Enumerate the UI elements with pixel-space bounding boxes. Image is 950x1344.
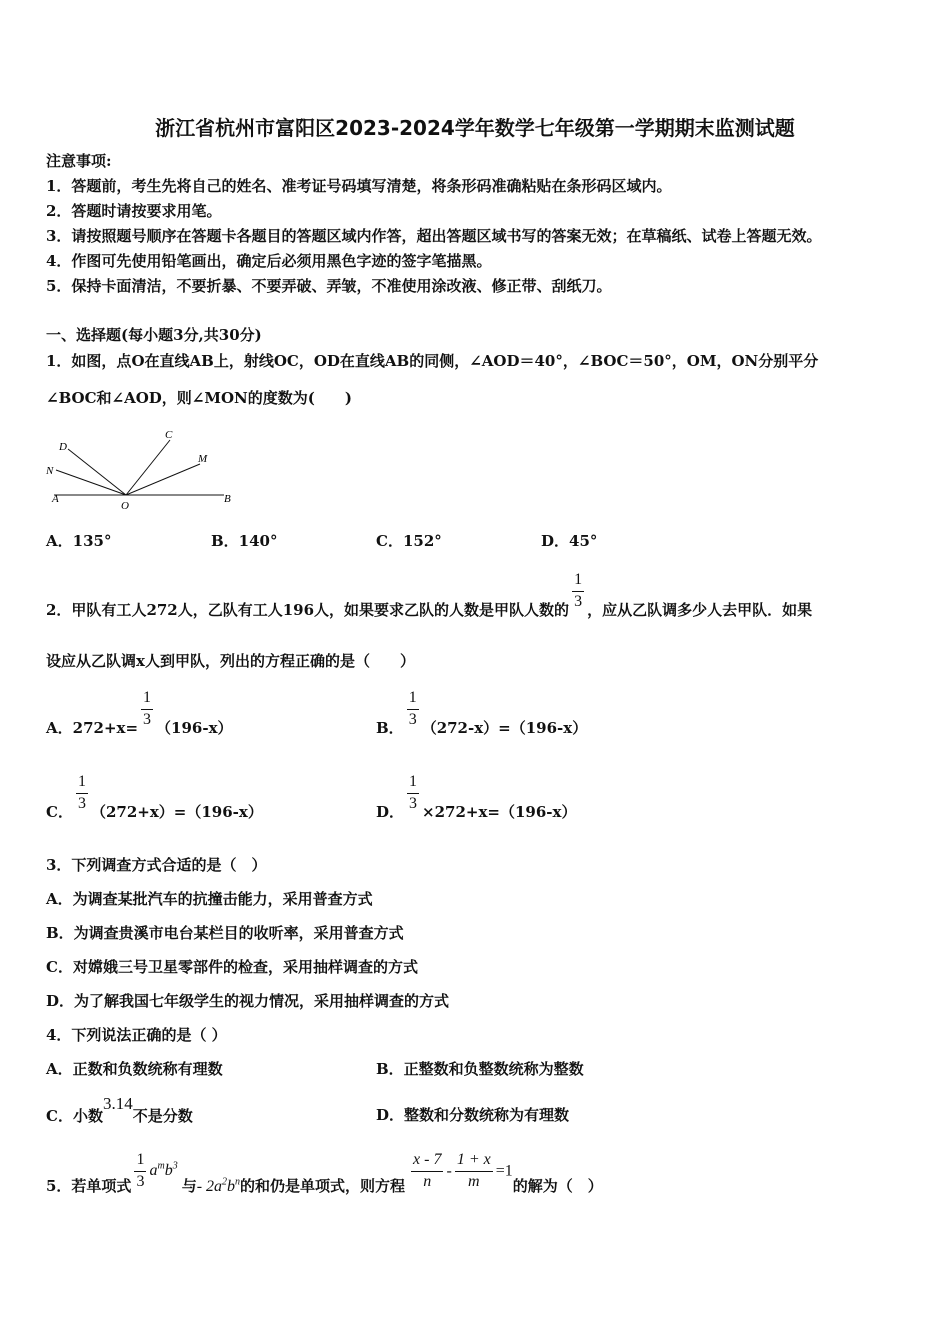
q4-option-a[interactable]: A．正数和负数统称有理数 [46, 1060, 223, 1078]
q5-monomial-1 [149, 1162, 177, 1179]
ray-om [126, 464, 200, 495]
notice-heading: 注意事项: [46, 152, 112, 170]
q2-stem-part1: 2．甲队有工人272人，乙队有工人196人，如果要求乙队的人数是甲队人数的 [46, 601, 570, 620]
q3-option-d[interactable]: D．为了解我国七年级学生的视力情况，采用抽样调查的方式 [46, 992, 450, 1010]
q1-option-d[interactable]: D．45° [541, 532, 598, 550]
q1-stem-line1: 1．如图，点O在直线AB上，射线OC，OD在直线AB的同侧，∠AOD＝40°，∠BOC＝50°，OM，ON分别平分 [46, 352, 819, 370]
q4-option-b[interactable]: B．正整数和负整数统称为整数 [376, 1060, 584, 1078]
q2-option-b[interactable] [376, 689, 588, 738]
q2-option-a-pre: A．272+x= [46, 719, 139, 738]
q2-option-c-pre: C． [46, 803, 73, 822]
q2-fraction-den: 3 [574, 592, 583, 610]
q3-stem: 3．下列调查方式合适的是（ ） [46, 856, 267, 874]
fraction-num: 1 [408, 689, 417, 706]
q1-stem-line2: ∠BOC和∠AOD，则∠MON的度数为( ) [46, 389, 352, 407]
label-a: A [52, 493, 59, 505]
q1-option-a[interactable]: A．135° [46, 532, 112, 550]
q2-stem-line2: 设应从乙队调x人到甲队，列出的方程正确的是（ ） [46, 652, 415, 670]
q4-option-c-number: 3.14 [102, 1094, 133, 1113]
q5-eq-fraction-1 [411, 1152, 443, 1191]
q4-option-d[interactable]: D．整数和分数统称为有理数 [376, 1106, 570, 1124]
var-b2: b [227, 1178, 236, 1196]
notice-item-3: 3．请按照题号顺序在答题卡各题目的答题区域内作答，超出答题区域书写的答案无效；在草稿纸、试卷上答题无效。 [46, 227, 822, 245]
q2-option-c-post: （272+x）=（196-x） [90, 803, 263, 822]
q4-option-c-pre: C．小数 [46, 1107, 103, 1125]
ray-od [68, 449, 126, 495]
exp-2: 2 [222, 1176, 228, 1188]
q4-option-c[interactable] [46, 1094, 193, 1125]
q2-option-d-post: ×272+x=（196-x） [422, 803, 577, 822]
q2-option-b-post: （272-x）=（196-x） [421, 719, 588, 738]
fraction-num: 1 + x [456, 1151, 491, 1168]
q2-option-a-fraction [141, 690, 153, 729]
fraction-num: x - 7 [413, 1151, 442, 1168]
var-a: a [149, 1162, 158, 1180]
fraction-den: 3 [77, 794, 86, 812]
q5-post: 的解为（ ） [512, 1177, 603, 1196]
q5-mid2: 的和仍是单项式，则方程 [240, 1177, 406, 1196]
notice-item-2: 2．答题时请按要求用笔。 [46, 202, 222, 220]
notice-item-4: 4．作图可先使用铅笔画出，确定后必须用黑色字迹的签字笔描黑。 [46, 252, 492, 270]
q3-option-b[interactable]: B．为调查贵溪市电台某栏目的收听率，采用普查方式 [46, 924, 404, 942]
label-b: B [224, 493, 231, 505]
fraction-den: 3 [409, 794, 418, 812]
fraction-num: 1 [77, 773, 86, 790]
label-c: C [165, 429, 173, 441]
section-heading: 一、选择题(每小题3分,共30分) [46, 326, 262, 344]
coef-a: - 2a [196, 1178, 223, 1196]
fraction-num: 1 [136, 1151, 145, 1168]
exp-m: m [157, 1160, 165, 1172]
exp-3: 3 [172, 1160, 178, 1172]
q5-pre: 5．若单项式 [46, 1177, 132, 1196]
q2-option-d-pre: D． [376, 803, 405, 822]
q5-eq-minus: - [446, 1162, 452, 1180]
q2-option-c[interactable] [46, 773, 263, 822]
label-d: D [59, 441, 67, 453]
q2-option-a[interactable] [46, 689, 233, 738]
q3-option-c[interactable]: C．对嫦娥三号卫星零部件的检查，采用抽样调查的方式 [46, 958, 418, 976]
label-o: O [121, 500, 129, 512]
q4-stem: 4．下列说法正确的是（ ） [46, 1026, 227, 1044]
q5-eq-rhs: =1 [495, 1162, 513, 1180]
q5-coef-fraction [134, 1152, 146, 1191]
fraction-den: 3 [143, 710, 152, 728]
q2-option-c-fraction [76, 774, 88, 813]
q2-option-b-fraction [407, 690, 419, 729]
label-n: N [46, 465, 54, 477]
q2-stem-line1 [46, 571, 813, 620]
fraction-den: 3 [408, 710, 417, 728]
fraction-num: 1 [409, 773, 418, 790]
q1-option-c[interactable]: C．152° [376, 532, 442, 550]
ray-on [56, 470, 126, 495]
q5-eq-fraction-2 [455, 1152, 493, 1191]
q5-stem [46, 1151, 603, 1196]
q2-fraction-num: 1 [574, 571, 583, 588]
label-m: M [198, 453, 208, 465]
ray-oc [126, 440, 170, 495]
q2-option-a-post: （196-x） [156, 719, 233, 738]
q4-option-c-post: 不是分数 [132, 1107, 193, 1125]
var-b: b [164, 1162, 173, 1180]
fraction-den: m [455, 1171, 493, 1191]
notice-item-1: 1．答题前，考生先将自己的姓名、准考证号码填写清楚，将条形码准确粘贴在条形码区域内。 [46, 177, 672, 195]
fraction-den: n [411, 1171, 443, 1191]
q5-mid1: 与 [181, 1177, 197, 1196]
exp-n: n [235, 1176, 241, 1188]
q2-option-b-pre: B． [376, 719, 404, 738]
q2-option-d[interactable] [376, 773, 577, 822]
fraction-num: 1 [143, 689, 152, 706]
fraction-den: 3 [136, 1172, 145, 1190]
q5-monomial-2 [197, 1178, 240, 1195]
q2-fraction [572, 572, 584, 611]
q1-option-b[interactable]: B．140° [211, 532, 278, 550]
q1-angle-figure [44, 424, 244, 514]
q2-option-d-fraction [407, 774, 419, 813]
q2-stem-part2: ，应从乙队调多少人去甲队．如果 [587, 601, 813, 620]
notice-item-5: 5．保持卡面清洁，不要折暴、不要弄破、弄皱，不准使用涂改液、修正带、刮纸刀。 [46, 277, 612, 295]
q3-option-a[interactable]: A．为调查某批汽车的抗撞击能力，采用普查方式 [46, 890, 373, 908]
page-title: 浙江省杭州市富阳区2023-2024学年数学七年级第一学期期末监测试题 [155, 116, 795, 140]
